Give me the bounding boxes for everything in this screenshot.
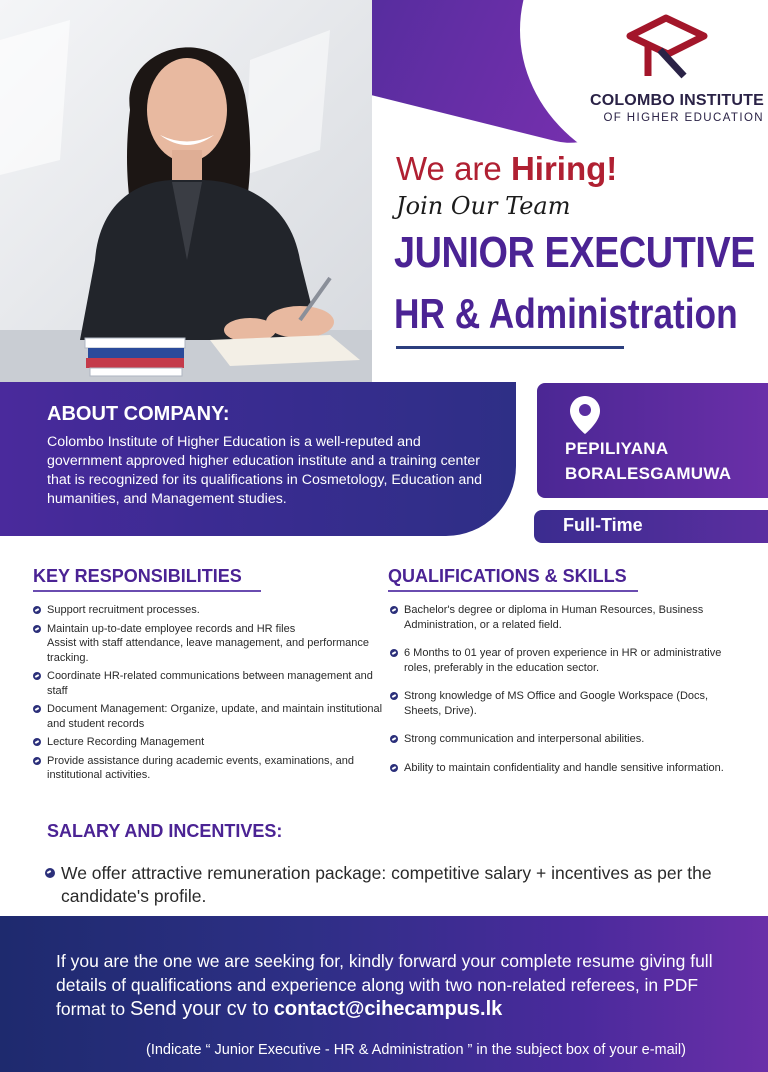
job-type: Full-Time bbox=[563, 515, 643, 535]
list-item: Lecture Recording Management bbox=[33, 735, 385, 750]
list-item: Maintain up-to-date employee records and HR files Assist with staff attendance, leave management, and performance tracking. bbox=[33, 622, 385, 666]
list-item: Coordinate HR-related communications between management and staff bbox=[33, 669, 385, 698]
bullet-icon bbox=[390, 606, 398, 614]
list-item: Bachelor's degree or diploma in Human Resources, Business Administration, or a related field. bbox=[390, 603, 750, 632]
bullet-icon bbox=[390, 692, 398, 700]
job-title-line1: JUNIOR EXECUTIVE bbox=[394, 228, 756, 277]
send-cv-label: Send your cv to bbox=[129, 998, 269, 1020]
hiring-prefix: We are bbox=[396, 150, 502, 187]
salary-text: We offer attractive remuneration package: competitive salary + incentives as per the candidate's profile. bbox=[61, 863, 712, 906]
responsibilities-list bbox=[33, 603, 385, 787]
responsibilities-heading: KEY RESPONSIBILITIES bbox=[33, 566, 242, 586]
footer-text bbox=[56, 949, 746, 1021]
location-pin-icon bbox=[568, 394, 602, 436]
location-line2: BORALESGAMUWA bbox=[565, 464, 732, 483]
qualifications-heading: QUALIFICATIONS & SKILLS bbox=[388, 566, 627, 586]
list-item: Strong knowledge of MS Office and Google Workspace (Docs, Sheets, Drive). bbox=[390, 689, 750, 718]
list-item: 6 Months to 01 year of proven experience in HR or administrative roles, preferably in the education sector. bbox=[390, 646, 750, 675]
bullet-icon bbox=[33, 705, 41, 713]
bullet-icon bbox=[390, 735, 398, 743]
list-item: Strong communication and interpersonal abilities. bbox=[390, 732, 750, 747]
logo-mark-icon bbox=[624, 14, 708, 82]
bullet-icon bbox=[390, 649, 398, 657]
bullet-icon bbox=[45, 868, 55, 878]
join-our-team: Join Our Team bbox=[396, 192, 571, 220]
qualifications-underline bbox=[388, 590, 638, 592]
location-line1: PEPILIYANA bbox=[565, 439, 669, 458]
bullet-icon bbox=[33, 606, 41, 614]
list-item: Support recruitment processes. bbox=[33, 603, 385, 618]
woman-writing-illustration bbox=[0, 0, 372, 382]
list-item: Document Management: Organize, update, and maintain institutional and student records bbox=[33, 702, 385, 731]
salary-heading: SALARY AND INCENTIVES: bbox=[47, 821, 283, 841]
responsibilities-underline bbox=[33, 590, 261, 592]
footer-instructions: If you are the one we are seeking for, kindly forward your complete resume giving full details of qualifications and experience along with two non-related referees, in PDF format to bbox=[56, 951, 713, 1019]
about-text: Colombo Institute of Higher Education is a well-reputed and government approved higher education institute and a training center that is recognized for its qualifications in Cosmetology, Education and humanities, and Management studies. bbox=[47, 434, 483, 507]
list-item: Ability to maintain confidentiality and handle sensitive information. bbox=[390, 761, 750, 776]
logo-subtitle: OF HIGHER EDUCATION bbox=[603, 112, 764, 124]
about-heading: ABOUT COMPANY: bbox=[47, 403, 230, 425]
contact-email-link[interactable]: contact@cihecampus.lk bbox=[273, 998, 503, 1020]
bullet-icon bbox=[33, 738, 41, 746]
title-underline bbox=[396, 346, 624, 349]
hiring-emphasis: Hiring! bbox=[510, 150, 618, 187]
subject-note: (Indicate “ Junior Executive - HR & Administration ” in the subject box of your e-mail) bbox=[146, 1042, 686, 1058]
list-item: Provide assistance during academic events, examinations, and institutional activities. bbox=[33, 754, 385, 783]
qualifications-list bbox=[390, 603, 750, 775]
logo-name: COLOMBO INSTITUTE bbox=[589, 92, 764, 109]
salary-text-item bbox=[45, 862, 721, 908]
bullet-icon bbox=[33, 757, 41, 765]
bullet-icon bbox=[33, 672, 41, 680]
hiring-heading bbox=[396, 150, 617, 188]
job-title-line2: HR & Administration bbox=[394, 290, 738, 337]
hero-section bbox=[0, 0, 768, 382]
bullet-icon bbox=[33, 625, 41, 633]
bullet-icon bbox=[390, 764, 398, 772]
hero-photo bbox=[0, 0, 372, 382]
